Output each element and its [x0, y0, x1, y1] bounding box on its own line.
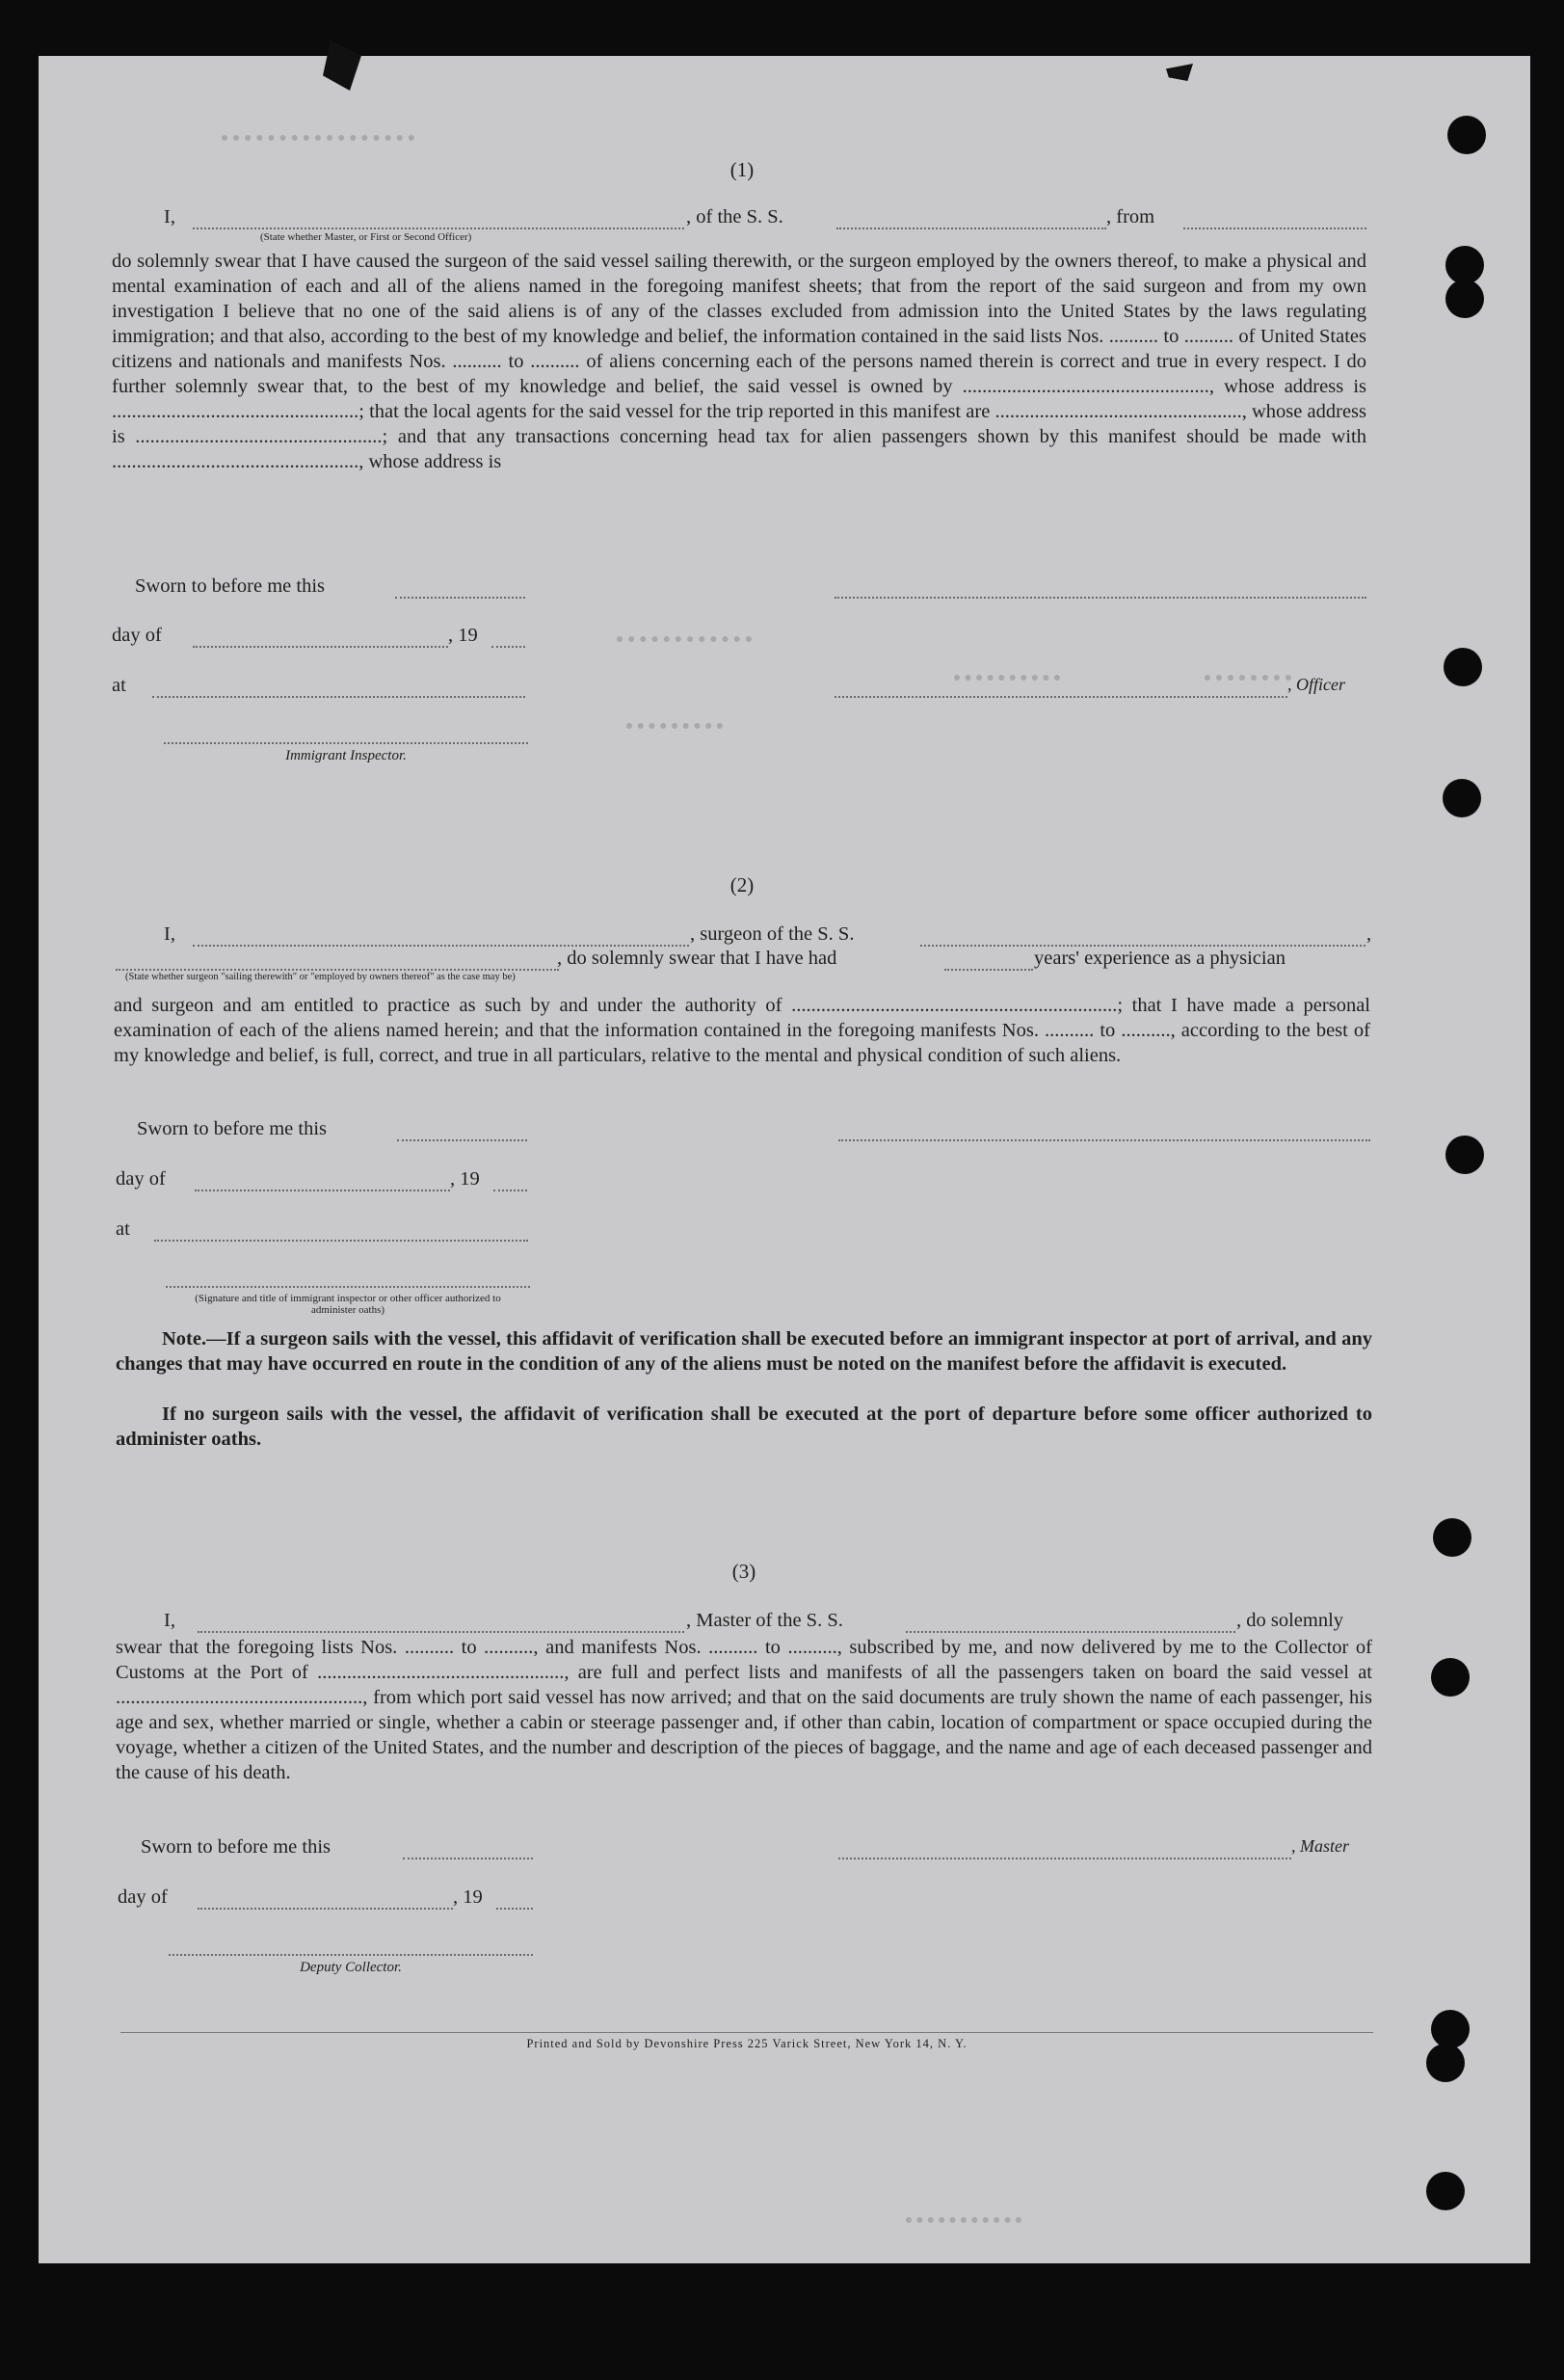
bleed-through-mark: [617, 617, 752, 642]
vessel-name-field[interactable]: [836, 227, 1106, 229]
master-name-field[interactable]: [193, 227, 684, 229]
deputy-collector-caption: Deputy Collector.: [300, 1960, 402, 1975]
section-3-number: (3): [731, 1560, 756, 1583]
officer-signature-line-1[interactable]: [835, 597, 1366, 599]
section-2-years: years' experience as a physician: [1034, 948, 1286, 969]
inspector-title-signature-line[interactable]: [166, 1286, 530, 1288]
punch-hole-icon: [1443, 779, 1481, 817]
section-2-at-place-field[interactable]: [154, 1240, 528, 1242]
day-of-field[interactable]: [193, 646, 448, 648]
punch-hole-icon: [1447, 116, 1486, 154]
section-3-master-name-field[interactable]: [198, 1631, 684, 1633]
section-3-body: swear that the foregoing lists Nos. .......... to .........., and manifests Nos. .......... to .........., subscribed by me, and now delivered by me to the Collector of Customs at the Port of .................................................., are full and perfect lists and manifests of all the passengers taken on board the said vessel at .................................................., from which port said vessel has now arrived; and that on the said documents are truly shown the name of each passenger, his age and sex, whether married or single, whether a cabin or steerage passenger and, if other than cabin, location of compartment or space occupied during the voyage, whether a citizen of the United States, and the number and description of the pieces of baggage, and the name and age of each deceased passenger and the cause of his death.: [116, 1637, 1372, 1783]
section-2-sworn-label: Sworn to before me this: [137, 1118, 327, 1139]
section-2-at-label: at: [116, 1218, 130, 1240]
punch-hole-icon: [1444, 648, 1482, 686]
section-2-year-field[interactable]: [493, 1190, 527, 1191]
printer-imprint: Printed and Sold by Devonshire Press 225 Varick Street, New York 14, N. Y.: [526, 2037, 968, 2050]
section-3-intro: I,: [164, 1610, 175, 1631]
section-2-intro: I,: [164, 923, 175, 945]
section-1-intro: I,: [164, 206, 175, 227]
punch-hole-icon: [1426, 2044, 1465, 2082]
punch-hole-icon: [1433, 1518, 1471, 1557]
section-1-officer-label: , Officer: [1287, 675, 1345, 694]
section-2-year-label: , 19: [450, 1168, 480, 1190]
section-1-at-label: at: [112, 675, 126, 696]
section-3-master-of: , Master of the S. S.: [686, 1610, 843, 1631]
surgeon-vessel-field[interactable]: [920, 945, 1365, 947]
bleed-through-mark: [954, 655, 1060, 681]
at-place-field[interactable]: [152, 696, 525, 698]
section-3-year-field[interactable]: [496, 1908, 533, 1910]
section-2-body: and surgeon and am entitled to practice as such by and under the authority of ..................................................................; that I have made a personal examination of each of the aliens named herein; and that the information contained in the foregoing manifests Nos. .......... to .........., according to the best of my knowledge and belief, is full, correct, and true in all particulars, relative to the mental and physical condition of such aliens.: [114, 995, 1370, 1066]
surgeon-name-field[interactable]: [193, 945, 689, 947]
years-experience-field[interactable]: [944, 969, 1033, 971]
section-2-comma: ,: [1366, 923, 1372, 945]
section-1-year-label: , 19: [448, 625, 478, 646]
section-2-day-of-label: day of: [116, 1168, 166, 1190]
section-3-day-of-label: day of: [118, 1886, 168, 1908]
bleed-through-mark: [1205, 655, 1291, 681]
section-1-sworn-label: Sworn to before me this: [135, 575, 325, 597]
surgeon-status-field[interactable]: [116, 969, 559, 971]
surgeon-status-caption: (State whether surgeon "sailing therewith" or "employed by owners thereof" as the case may be): [125, 972, 516, 982]
punch-hole-icon: [1445, 280, 1484, 318]
officer-signature-line-2[interactable]: [835, 696, 1287, 698]
section-2-swear: , do solemnly swear that I have had: [557, 948, 837, 969]
bleed-through-mark: [626, 704, 723, 729]
surgeon-signature-line[interactable]: [838, 1139, 1370, 1141]
section-1-day-of-label: day of: [112, 625, 162, 646]
footer-rule: [120, 2032, 1373, 2033]
section-1-from: , from: [1106, 206, 1155, 227]
section-2-sworn-date-field[interactable]: [397, 1139, 527, 1141]
section-1-of-the-ss: , of the S. S.: [686, 206, 783, 227]
year-field[interactable]: [491, 646, 525, 648]
section-3-do-solemnly: , do solemnly: [1236, 1610, 1344, 1631]
sworn-date-field[interactable]: [395, 597, 525, 599]
immigrant-inspector-caption: Immigrant Inspector.: [285, 748, 407, 763]
punch-hole-icon: [1426, 2172, 1465, 2210]
state-whether-caption: (State whether Master, or First or Second Officer): [260, 231, 472, 243]
section-3-sworn-label: Sworn to before me this: [141, 1836, 331, 1858]
bleed-through-mark: [222, 116, 414, 141]
section-2-surgeon-of: , surgeon of the S. S.: [690, 923, 855, 945]
punch-hole-icon: [1431, 2010, 1470, 2048]
punch-hole-icon: [1431, 1658, 1470, 1697]
from-port-field[interactable]: [1183, 227, 1366, 229]
punch-hole-icon: [1445, 246, 1484, 284]
section-1-body: do solemnly swear that I have caused the surgeon of the said vessel sailing therewith, or the surgeon employed by the owners thereof, to make a physical and mental examination of each and all of the aliens named in the foregoing manifest sheets; that from the report of the said surgeon and from my own investigation I believe that no one of the said aliens is of any of the classes excluded from admission into the United States by the laws regulating immigration; and that also, according to the best of my knowledge and belief, the information contained in the said lists Nos. .......... to .......... of United States citizens and nationals and manifests Nos. .......... to .......... of aliens concerning each of the persons named therein is correct and true in every respect. I do further solemnly swear that, to the best of my knowledge and belief, the said vessel is owned by .................................................., whose address is ..................................................; that the local agents for the said vessel for the trip reported in this manifest are .................................................., whose address is ..................................................; and that any transactions concerning head tax for alien passengers shown by this manifest should be made with .................................................., whose address is: [112, 251, 1366, 472]
section-3-master-label: , Master: [1291, 1836, 1349, 1856]
section-2-number: (2): [729, 873, 755, 896]
section-3-sworn-date-field[interactable]: [403, 1858, 533, 1859]
section-3-day-of-field[interactable]: [198, 1908, 453, 1910]
section-1-number: (1): [729, 158, 755, 181]
inspector-signature-line[interactable]: [164, 742, 528, 744]
collector-signature-line[interactable]: [169, 1954, 533, 1956]
note-no-surgeon: If no surgeon sails with the vessel, the affidavit of verification shall be executed at the port of departure before some officer authorized to administer oaths.: [116, 1404, 1372, 1450]
section-3-vessel-field[interactable]: [906, 1631, 1235, 1633]
punch-hole-icon: [1445, 1136, 1484, 1174]
master-signature-line[interactable]: [838, 1858, 1291, 1859]
section-2-day-of-field[interactable]: [195, 1190, 450, 1191]
section-3-year-label: , 19: [453, 1886, 483, 1908]
bleed-through-mark: [906, 2198, 1021, 2223]
note-surgeon-sails: Note.—If a surgeon sails with the vessel, this affidavit of verification shall be executed before an immigrant inspector at port of arrival, and any changes that may have occurred en route in the condition of any of the aliens must be noted on the manifest before the affidavit is executed.: [116, 1328, 1372, 1375]
signature-title-caption: (Signature and title of immigrant inspector or other officer authorized to administer oaths): [195, 1293, 501, 1316]
